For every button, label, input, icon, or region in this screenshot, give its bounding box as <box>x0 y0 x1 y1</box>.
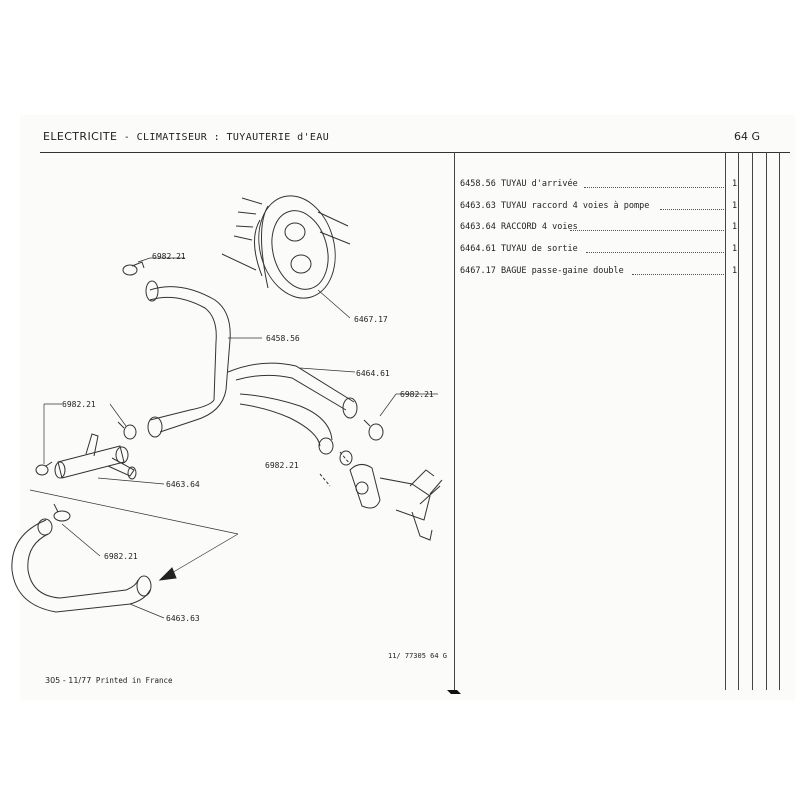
callout-labels <box>62 252 434 623</box>
part-desc: passe-gaine double <box>531 266 624 276</box>
part-ref: 6464.61 <box>460 244 496 254</box>
callout-label: 6464.61 <box>356 369 390 378</box>
printed-note: Printed in France <box>95 676 173 685</box>
page-number: 305 - 11/77 <box>45 676 92 685</box>
callout-label: 6982.21 <box>400 390 434 399</box>
callout-label: 6458.56 <box>266 334 300 343</box>
part-desc: de sortie <box>531 244 578 254</box>
section-title: ELECTRICITE <box>43 130 118 143</box>
pipe-6463-63 <box>12 519 151 612</box>
drawing-code: 11/ 77305 64 G <box>388 652 448 660</box>
binding-mark-icon <box>445 688 465 696</box>
part-qty: 1 <box>732 244 738 254</box>
part-name: TUYAU <box>500 201 527 211</box>
callout-label: 6467.17 <box>354 315 388 324</box>
part-qty: 1 <box>732 179 738 189</box>
callout-label: 6982.21 <box>62 400 96 409</box>
part-qty: 1 <box>732 266 738 276</box>
part-desc: d'arrivée <box>531 179 578 189</box>
callout-label: 6982.21 <box>152 252 186 261</box>
callout-label: 6463.64 <box>166 480 200 489</box>
part-name: RACCORD <box>500 222 537 232</box>
part-desc: raccord 4 voies à pompe <box>531 201 650 211</box>
part-ref: 6463.64 <box>460 222 496 232</box>
part-name: TUYAU <box>500 179 527 189</box>
pump-valve-drawing <box>320 452 442 540</box>
part-ref: 6463.63 <box>460 201 496 211</box>
part-ref: 6467.17 <box>460 266 496 276</box>
grommet-drawing <box>222 187 350 307</box>
pipe-6464-61 <box>228 363 357 454</box>
part-qty: 1 <box>732 201 738 211</box>
part-ref: 6458.56 <box>460 179 496 189</box>
part-desc: 4 voies <box>541 222 578 232</box>
section-subtitle: - CLIMATISEUR : TUYAUTERIE d'EAU <box>123 132 330 143</box>
connector-6463-64 <box>55 434 136 479</box>
hose-clamp-drawing <box>36 262 383 521</box>
part-name: BAGUE <box>500 266 527 276</box>
callout-label: 6982.21 <box>265 461 299 470</box>
footer <box>45 676 173 685</box>
page-code: 64 G <box>734 130 761 143</box>
part-name: TUYAU <box>500 244 527 254</box>
arrowhead-icon <box>160 568 176 580</box>
part-qty: 1 <box>732 222 738 232</box>
callout-label: 6982.21 <box>104 552 138 561</box>
pipe-6458-56 <box>146 281 230 437</box>
callout-label: 6463.63 <box>166 614 200 623</box>
